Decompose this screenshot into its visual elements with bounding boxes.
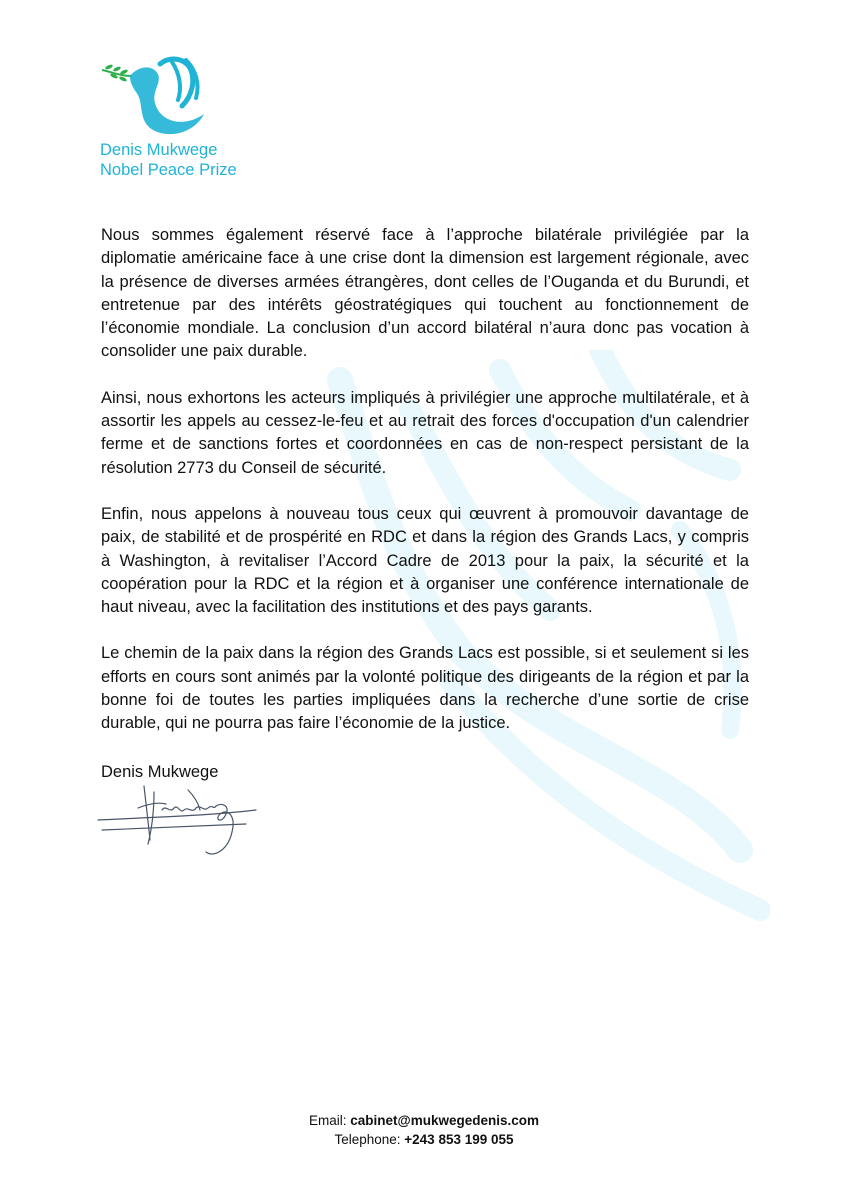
letterhead-name: Denis Mukwege [100,141,218,159]
phone-number: +243 853 199 055 [404,1132,514,1147]
body-paragraph: Ainsi, nous exhortons les acteurs impliqués à privilégier une approche multilatérale, et à assortir les appels au cessez-le-feu et au retrait des forces d'occupation d'un calendrier ferme et de sanctions fortes et coordonnées en cas de non-respect persistant de la résolution 2773 du Conseil de sécurité. [101,388,749,477]
body-paragraph: Enfin, nous appelons à nouveau tous ceux qui œuvrent à promouvoir davantage de paix, de stabilité et de prospérité en RDC et dans la région des Grands Lacs, y compris à Washington, à revitaliser l’Accord Cadre de 2013 pour la paix, la sécurité et la coopération pour la RDC et la région et à organiser une conférence internationale de haut niveau, avec la facilitation des institutions et des pays garants. [101,504,749,617]
email-label: Email: [309,1113,351,1128]
organization-name [100,140,237,180]
signer-name: Denis Mukwege [101,762,219,781]
body-paragraph: Le chemin de la paix dans la région des Grands Lacs est possible, si et seulement si les efforts en cours sont animés par la volonté politique des dirigeants de la région et par la bonne foi de toutes les parties impliquées dans la recherche d’une sortie de crise durable, qui ne pourra pas faire l’économie de la justice. [101,644,749,733]
email-link[interactable]: cabinet@mukwegedenis.com [350,1113,539,1128]
body-paragraph: Nous sommes également réservé face à l’approche bilatérale privilégiée par la diplomatie américaine face à une crise dont la dimension est largement régionale, avec la présence de diverses armées étrangères, dont celles de l’Ouganda et du Burundi, et entretenue par des intérêts géostratégiques qui touchent au fonctionnement de l’économie mondiale. La conclusion d’un accord bilatéral n’aura donc pas vocation à consolider une paix durable. [101,226,749,361]
letter-body [101,224,749,862]
letterhead [100,52,237,180]
phone-label: Telephone: [334,1132,405,1147]
handwritten-signature [96,780,266,862]
footer-phone-line [0,1130,848,1149]
dove-dm-logo-icon [100,52,210,140]
footer-contact [0,1111,848,1149]
letterhead-subtitle: Nobel Peace Prize [100,161,237,179]
footer-email-line [0,1111,848,1130]
